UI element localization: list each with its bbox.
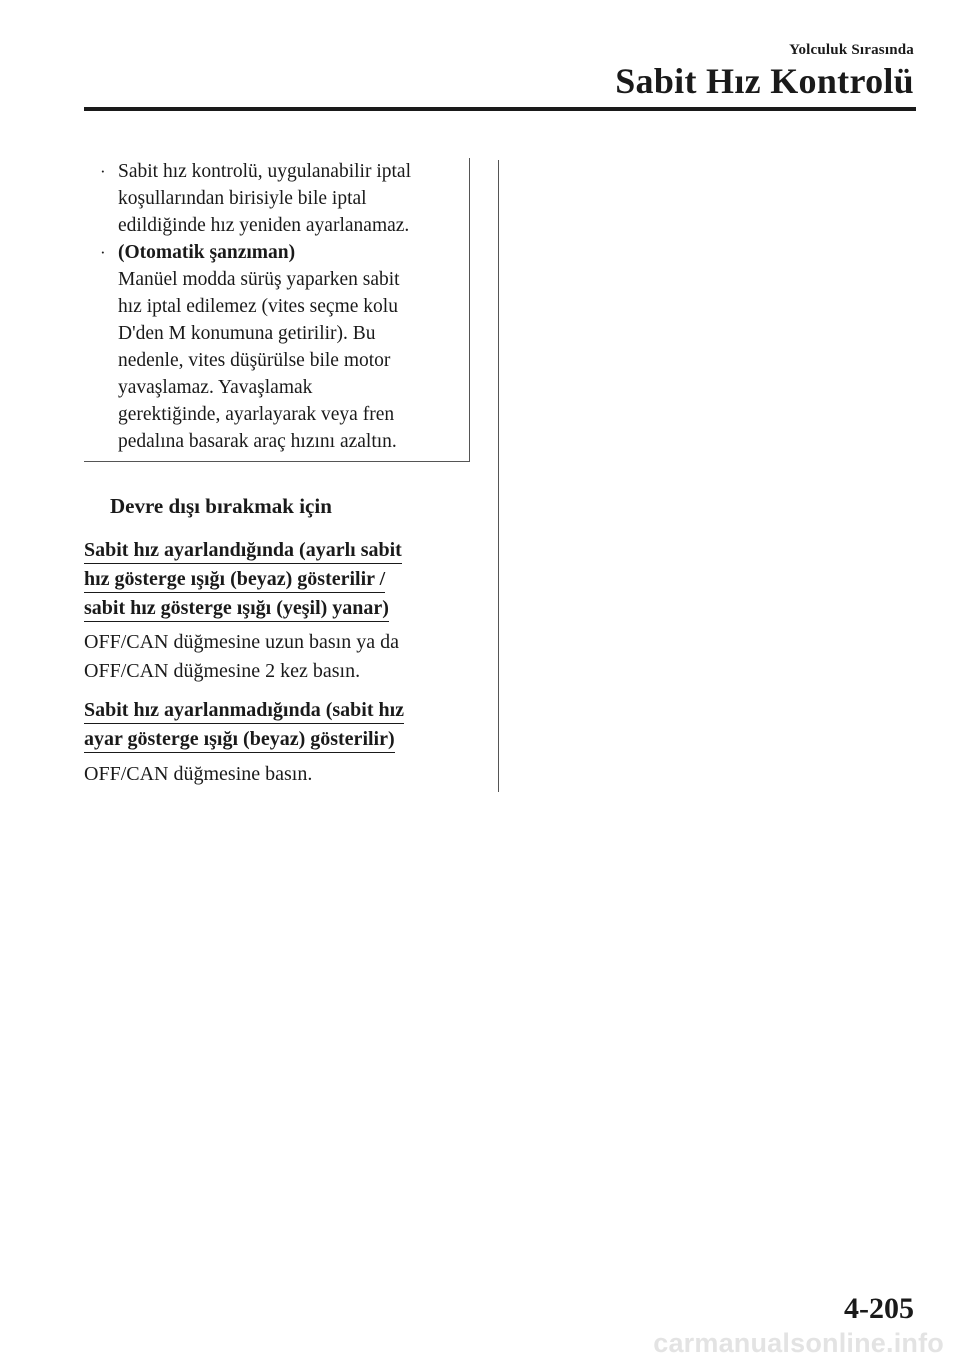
note-line: Manüel modda sürüş yaparken sabit (118, 269, 400, 290)
condition-heading (84, 536, 484, 623)
bullet-icon: · (100, 243, 106, 262)
condition-line: sabit hız gösterge ışığı (yeşil) yanar) (84, 595, 389, 622)
note-heading: (Otomatik şanzıman) (118, 242, 296, 263)
note-line: Sabit hız kontrolü, uygulanabilir iptal (118, 161, 411, 182)
condition-line: ayar gösterge ışığı (beyaz) gösterilir) (84, 726, 395, 753)
note-item (100, 239, 460, 455)
instruction-text (84, 760, 484, 789)
bullet-icon: · (100, 162, 106, 181)
note-line: hız iptal edilemez (vites seçme kolu (118, 296, 398, 317)
note-line: gerektiğinde, ayarlayarak veya fren (118, 404, 395, 425)
condition-line: Sabit hız ayarlandığında (ayarlı sabit (84, 537, 402, 564)
instruction-line: OFF/CAN düğmesine 2 kez basın. (84, 660, 361, 682)
instruction-text (84, 628, 484, 686)
condition-line: hız gösterge ışığı (beyaz) gösterilir / (84, 566, 385, 593)
header-rule (84, 107, 916, 111)
note-line: pedalına basarak araç hızını azaltın. (118, 431, 397, 452)
page-number: 4-205 (844, 1292, 914, 1325)
condition-line: Sabit hız ayarlanmadığında (sabit hız (84, 697, 404, 724)
note-line: nedenle, vites düşürülse bile motor (118, 350, 391, 371)
condition-heading (84, 696, 484, 754)
column-divider (498, 160, 499, 792)
note-line: edildiğinde hız yeniden ayarlanamaz. (118, 215, 410, 236)
chapter-title: Sabit Hız Kontrolü (615, 61, 914, 101)
section-label: Yolculuk Sırasında (789, 42, 914, 58)
watermark: carmanualsonline.info (653, 1328, 944, 1358)
section-heading: Devre dışı bırakmak için (110, 494, 332, 518)
instruction-line: OFF/CAN düğmesine uzun basın ya da (84, 631, 399, 653)
note-line: yavaşlamaz. Yavaşlamak (118, 377, 313, 398)
instruction-line: OFF/CAN düğmesine basın. (84, 763, 313, 785)
note-list (100, 158, 460, 455)
note-item (100, 158, 460, 239)
note-line: koşullarından birisiyle bile iptal (118, 188, 367, 209)
note-line: D'den M konumuna getirilir). Bu (118, 323, 376, 344)
